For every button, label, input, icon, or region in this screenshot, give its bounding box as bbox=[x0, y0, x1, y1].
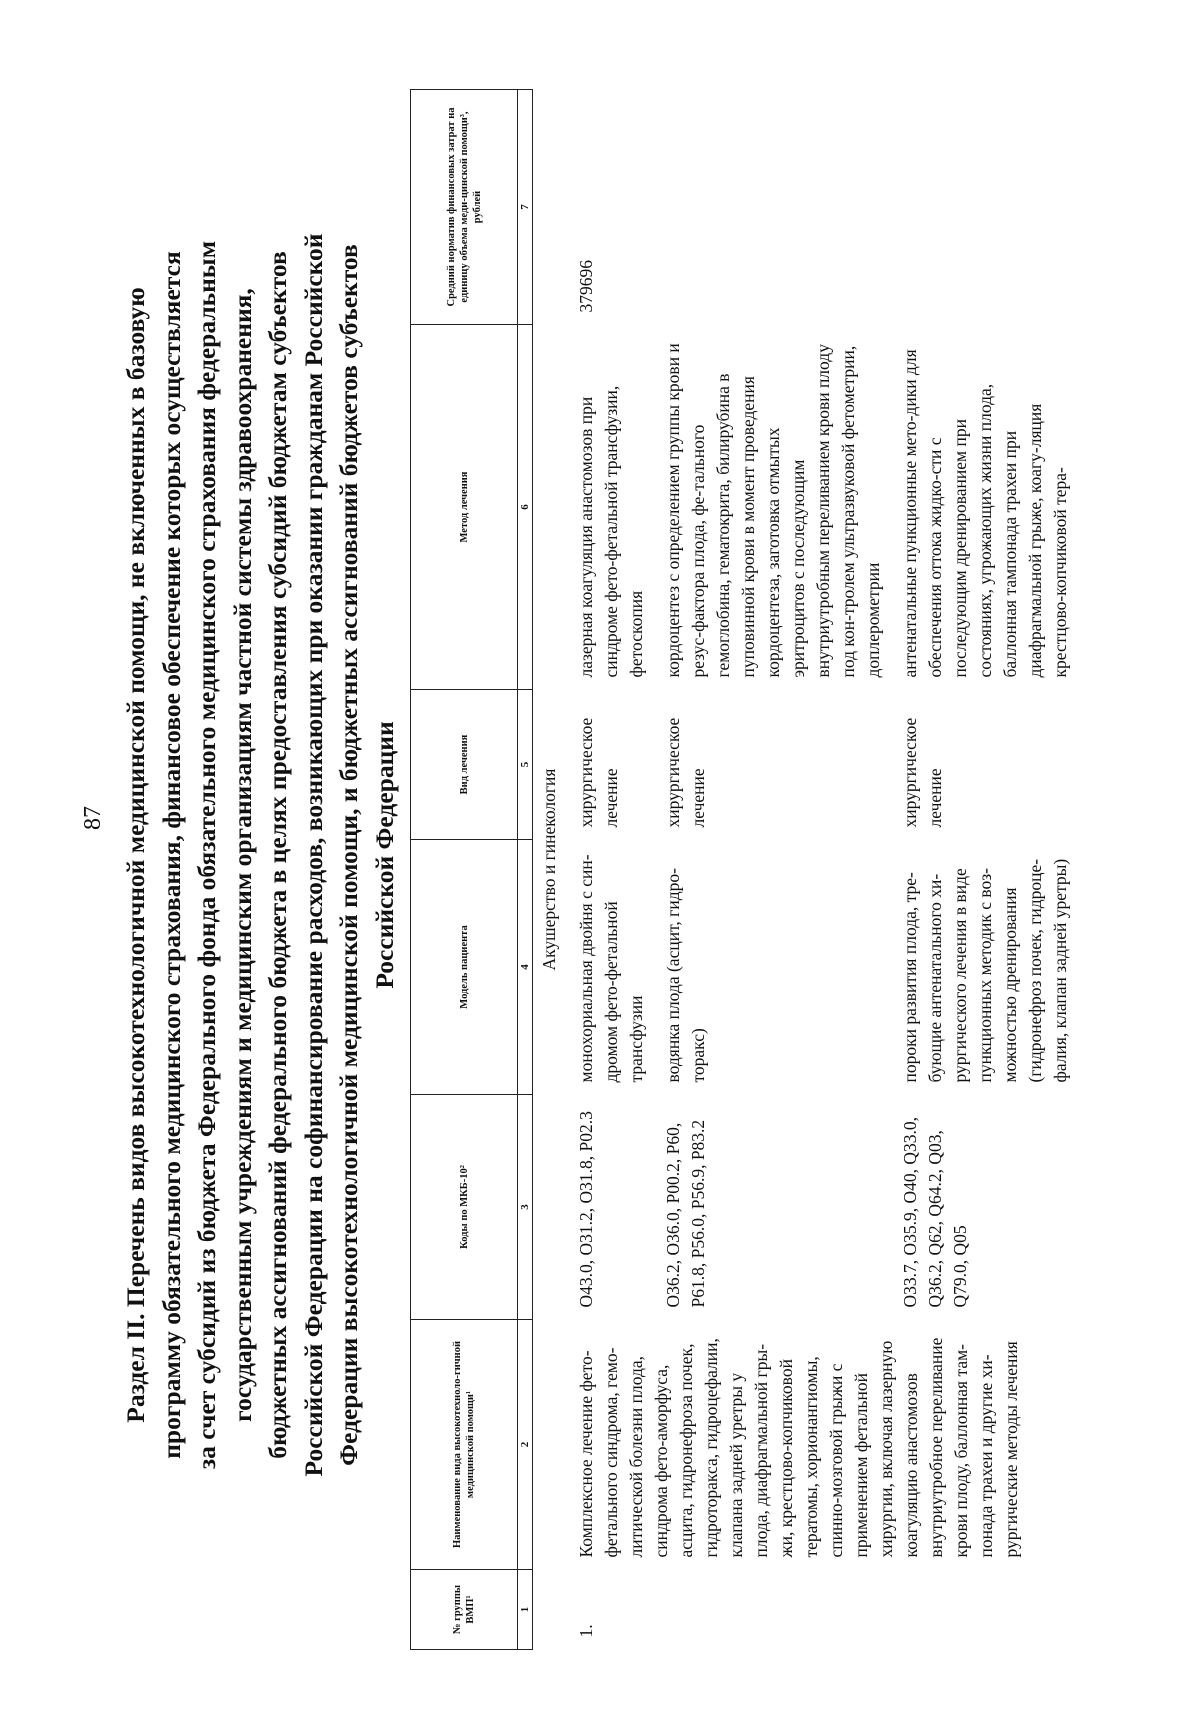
icd-codes-cell: O36.2, O36.0, P00.2, P60, P61.8, P56.0, P56.9, P83.2 bbox=[663, 1119, 708, 1308]
treatment-type-cell: хирургическое лечение bbox=[900, 717, 945, 828]
section-title bbox=[118, 100, 402, 1610]
column-number: 3 bbox=[518, 1095, 533, 1320]
title-line: программу обязательного медицинского страхования, финансовое обеспечение которых осуществляется bbox=[156, 251, 186, 1459]
icd-codes-cell: O43.0, O31.2, O31.8, P02.3 bbox=[576, 1111, 596, 1308]
header-icd-codes: Коды по МКБ-10² bbox=[411, 1095, 518, 1320]
column-number: 4 bbox=[518, 840, 533, 1095]
section-row bbox=[533, 90, 571, 1650]
title-line: Раздел II. Перечень видов высокотехнологичной медицинской помощи, не включенных в базовую bbox=[121, 287, 150, 1423]
column-number: 1 bbox=[518, 1570, 533, 1650]
header-cost-norm: Средний норматив финансовых затрат на единицу объема меди-цинской помощи³, рублей bbox=[411, 90, 518, 325]
title-line: Российской Федерации на софинансирование расходов, возникающих при оказании гражданам Российской bbox=[298, 233, 328, 1477]
title-line: за счет субсидий из бюджета Федерального фонда обязательного медицинского страхования федеральным bbox=[192, 240, 221, 1470]
patient-model-cell: монохориальная двойня с син-дромом фето-фетальной трансфузии bbox=[576, 854, 646, 1083]
treatment-type-cell: хирургическое лечение bbox=[576, 717, 621, 828]
section-title-cell: Акушерство и гинекология bbox=[539, 768, 559, 971]
title-line: Федерации высокотехнологичной медицинской помощи, и бюджетных ассигнований бюджетов субъектов bbox=[334, 244, 363, 1466]
header-treatment-type: Вид лечения bbox=[411, 690, 518, 840]
vmp-table bbox=[410, 89, 1081, 1650]
title-line: государственным учреждениям и медицинским организациям частной системы здравоохранения, bbox=[227, 288, 257, 1422]
title-line: бюджетных ассигнований федерального бюджета в целях предоставления субсидий бюджетам субъектов bbox=[263, 251, 292, 1459]
column-number-row bbox=[518, 90, 533, 1650]
treatment-method-cell: лазерная коагуляция анастомозов при синдроме фето-фетальной трансфузии, фетоскопия bbox=[576, 385, 646, 678]
treatment-method-cell: кордоцентез с определением группы крови и резус-фактора плода, фе-тального гемоглобина, гематокрита, билирубина в пуповинной крови в момент проведения кордоцентеза, заготовка отмытых эритроцитов с последующим внутриутробным переливанием крови плоду под кон-тролем ультразвуковой фетометрии, доплерометрии bbox=[663, 343, 883, 678]
treatment-type-cell: хирургическое лечение bbox=[663, 717, 708, 828]
header-group-number: № группы ВМП¹ bbox=[411, 1570, 518, 1650]
column-number: 6 bbox=[518, 325, 533, 690]
header-vmp-name: Наименование вида высокотехноло-гичной медицинской помощи¹ bbox=[411, 1320, 518, 1570]
group-name-cell: Комплексное лечение фето-фетального синдрома, гемо-литической болезни плода, синдрома фето-аморфуса, асцита, гидронефроза почек, гидроторакса, гидроцефалии, клапана задней уретры у плода, диафрагмальной гры-жи, крестцово-копчиковой тератомы, хорионангиомы, спинно-мозговой грыжи с применением фетальной хирургии, включая лазерную коагуляцию анастомозов внутриутробное переливание крови плоду, баллонная там-понада трахеи и другие хи-рургические методы лечения bbox=[576, 1337, 1021, 1558]
column-number: 7 bbox=[518, 90, 533, 325]
column-number: 5 bbox=[518, 690, 533, 840]
patient-model-cell: водянка плода (асцит, гидро-торакс) bbox=[663, 868, 708, 1083]
title-line: Российской Федерации bbox=[369, 721, 399, 989]
patient-model-cell: пороки развития плода, тре-бующие антенатального хи-рургического лечения в виде пункционных методик с воз-можностью дренирования (гидронефроз почек, гидроце-фалия, клапан задней уретры) bbox=[900, 858, 1070, 1083]
header-treatment-method: Метод лечения bbox=[411, 325, 518, 690]
table-row bbox=[570, 90, 657, 1650]
cost-norm-cell: 379696 bbox=[576, 260, 596, 313]
column-number: 2 bbox=[518, 1320, 533, 1570]
icd-codes-cell: O33.7, O35.9, O40, Q33.0, Q36.2, Q62, Q64.2, Q03, Q79.0, Q05 bbox=[900, 1116, 970, 1308]
page-number: 87 bbox=[80, 806, 106, 830]
group-number-cell: 1. bbox=[576, 1624, 596, 1638]
table-header-row bbox=[411, 90, 518, 1650]
treatment-method-cell: антенатальные пункционные мето-дики для обеспечения оттока жидко-сти с последующим дренированием при состояниях, угрожающих жизни плода, баллонная тампонада трахеи при диафрагмальной грыже, коагу-ляция крестцово-копчиковой тера- bbox=[900, 349, 1070, 678]
header-patient-model: Модель пациента bbox=[411, 840, 518, 1095]
